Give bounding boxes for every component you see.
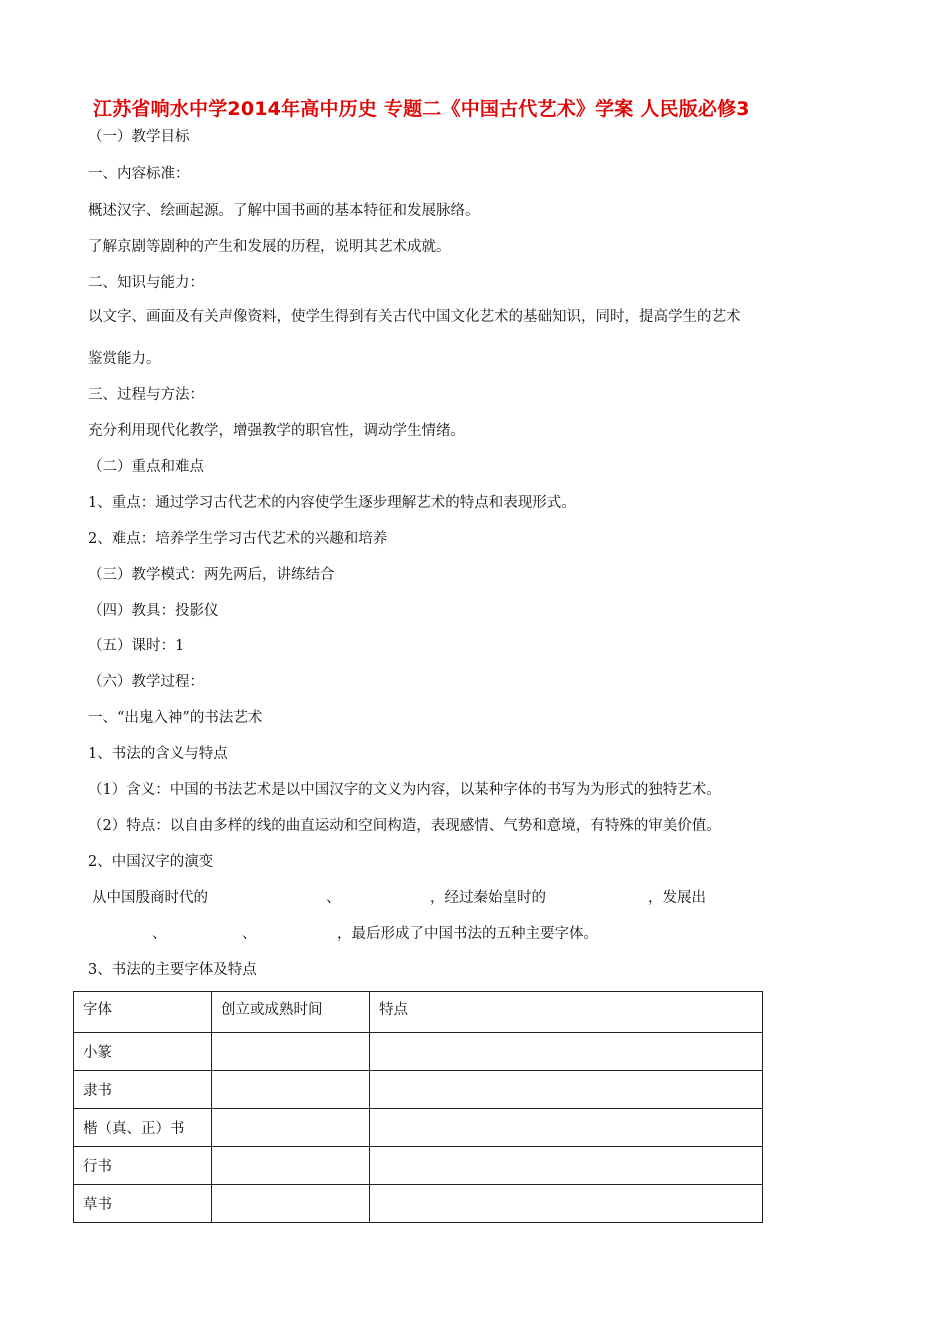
cell-time[interactable] (212, 1109, 370, 1147)
calligraphy-meaning: （1）含义：中国的书法艺术是以中国汉字的文义为内容，以某种字体的书写为为形式的独特艺术。 (88, 782, 721, 798)
calligraphy-features: （2）特点：以自由多样的线的曲直运动和空间构造，表现感情、气势和意境，有特殊的审美价值。 (88, 818, 721, 834)
script-table (73, 991, 763, 1223)
fill-blank-2c: ，最后形成了中国书法的五种主要字体。 (337, 926, 598, 942)
document-title: 江苏省响水中学2014年高中历史 专题二《中国古代艺术》学案 人民版必修3 (93, 98, 750, 120)
fill-blank-1a: 从中国殷商时代的 (92, 890, 208, 906)
table-row (74, 1071, 763, 1109)
section-objectives: （一）教学目标 (88, 129, 190, 145)
cell-time[interactable] (212, 1071, 370, 1109)
cell-script: 草书 (74, 1185, 212, 1223)
fill-blank-2b: 、 (242, 926, 257, 942)
fill-blank-1b: 、 (326, 890, 341, 906)
teaching-mode: （三）教学模式：两先两后，讲练结合 (88, 567, 335, 583)
teaching-process-heading: （六）教学过程： (88, 674, 204, 690)
content-standard-text-1: 概述汉字、绘画起源。了解中国书画的基本特征和发展脉络。 (88, 203, 480, 219)
teaching-tools: （四）教具：投影仪 (88, 603, 219, 619)
fill-blank-2a: 、 (152, 926, 167, 942)
content-standard-heading: 一、内容标准： (88, 166, 190, 182)
cell-features[interactable] (370, 1109, 763, 1147)
cell-time[interactable] (212, 1033, 370, 1071)
cell-time[interactable] (212, 1185, 370, 1223)
cell-script: 小篆 (74, 1033, 212, 1071)
class-hours: （五）课时：1 (88, 638, 185, 654)
key-point: 1、重点：通过学习古代艺术的内容使学生逐步理解艺术的特点和表现形式。 (88, 495, 576, 511)
knowledge-ability-heading: 二、知识与能力： (88, 275, 204, 291)
table-row (74, 1109, 763, 1147)
process-method-text: 充分利用现代化教学，增强教学的职官性，调动学生情绪。 (88, 423, 465, 439)
calligraphy-heading: 一、“出鬼入神”的书法艺术 (88, 710, 263, 726)
fill-blank-1d: ，发展出 (648, 890, 706, 906)
evolution-heading: 2、中国汉字的演变 (88, 854, 214, 870)
calligraphy-meaning-heading: 1、书法的含义与特点 (88, 746, 228, 762)
knowledge-ability-text-cont: 鉴赏能力。 (88, 351, 161, 367)
process-method-heading: 三、过程与方法： (88, 387, 204, 403)
knowledge-ability-text: 以文字、画面及有关声像资料，使学生得到有关古代中国文化艺术的基础知识，同时，提高学生的艺术 (88, 309, 741, 325)
table-header-row (74, 992, 763, 1033)
table-row (74, 1033, 763, 1071)
cell-features[interactable] (370, 1033, 763, 1071)
cell-features[interactable] (370, 1071, 763, 1109)
cell-script: 行书 (74, 1147, 212, 1185)
cell-features[interactable] (370, 1185, 763, 1223)
table-heading: 3、书法的主要字体及特点 (88, 962, 257, 978)
key-difficult-heading: （二）重点和难点 (88, 459, 204, 475)
cell-time[interactable] (212, 1147, 370, 1185)
difficult-point: 2、难点：培养学生学习古代艺术的兴趣和培养 (88, 531, 388, 547)
cell-features[interactable] (370, 1147, 763, 1185)
header-features: 特点 (370, 992, 763, 1033)
cell-script: 隶书 (74, 1071, 212, 1109)
fill-blank-1c: ，经过秦始皇时的 (430, 890, 546, 906)
header-time: 创立或成熟时间 (212, 992, 370, 1033)
table-row (74, 1185, 763, 1223)
table-row (74, 1147, 763, 1185)
header-script: 字体 (74, 992, 212, 1033)
cell-script: 楷（真、正）书 (74, 1109, 212, 1147)
content-standard-text-2: 了解京剧等剧种的产生和发展的历程，说明其艺术成就。 (88, 239, 451, 255)
